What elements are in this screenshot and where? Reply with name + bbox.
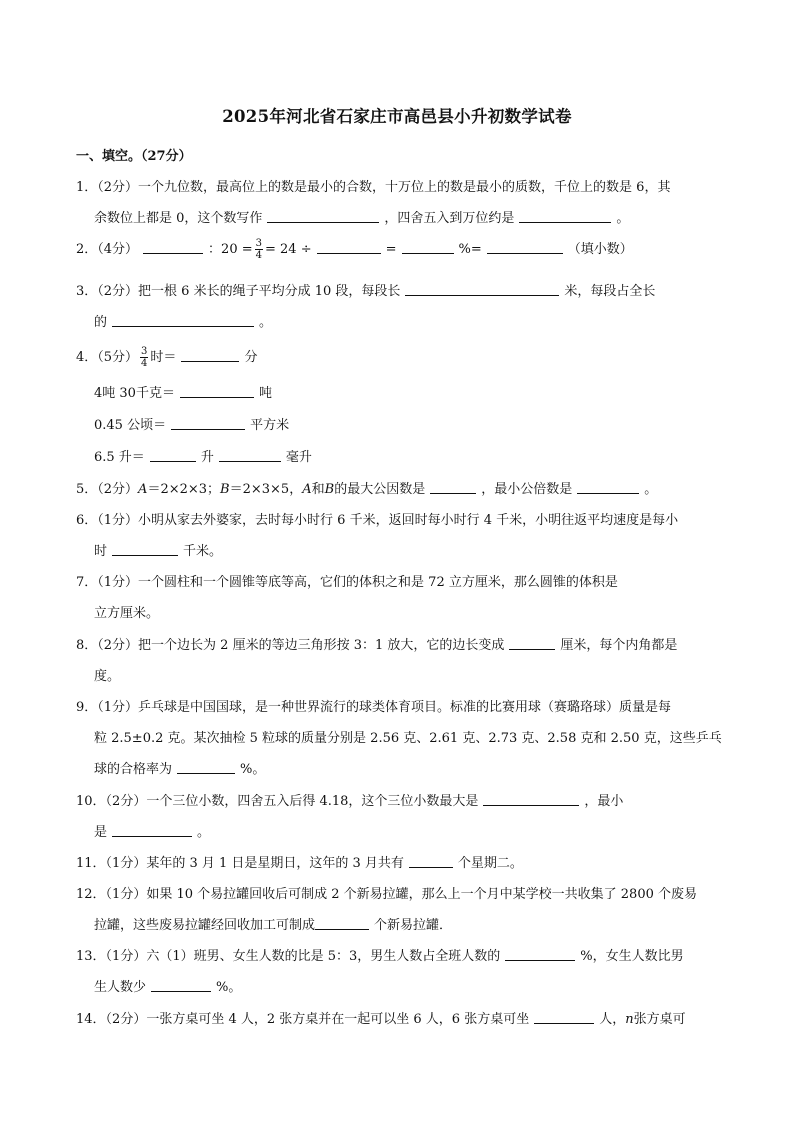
answer-blank[interactable]	[177, 772, 235, 774]
question-10-text: 。	[197, 825, 211, 840]
question-5-text: ＝2×2×3；	[147, 482, 221, 497]
question-9-line-3	[94, 758, 265, 777]
question-10-text: ，最小	[584, 794, 624, 809]
question-4-text: 吨	[258, 386, 272, 401]
question-13-line-2	[94, 976, 241, 995]
question-5-text: 的最大公因数是	[334, 482, 426, 497]
question-8-line-1	[76, 634, 677, 653]
question-3-text: 。	[259, 315, 273, 330]
question-13-line-1	[76, 945, 684, 964]
question-7-line-2: 立方厘米。	[94, 606, 160, 621]
answer-blank[interactable]	[487, 252, 563, 254]
question-13-text: %。	[216, 980, 242, 995]
question-5-text: ＝2×3×5，	[229, 482, 303, 497]
question-14-text: 张方桌可	[633, 1012, 686, 1027]
fraction	[255, 238, 263, 261]
answer-blank[interactable]	[143, 252, 203, 254]
question-13-text: 生人数少	[94, 980, 147, 995]
answer-blank[interactable]	[577, 492, 639, 494]
question-4-text: 时＝	[150, 350, 177, 365]
question-2-label: 2．（4分）	[76, 242, 139, 257]
question-12-line-1: 12．（1分）如果 10 个易拉罐回收后可制成 2 个新易拉罐，那么上一个月中某学校一共收集了 2800 个废易	[76, 887, 698, 902]
answer-blank[interactable]	[267, 221, 379, 223]
question-2-text: =	[385, 242, 397, 257]
answer-blank[interactable]	[405, 294, 559, 296]
fraction	[140, 346, 148, 369]
question-2-text: （填小数）	[567, 242, 633, 257]
answer-blank[interactable]	[509, 648, 555, 650]
question-7-line-1: 7．（1分）一个圆柱和一个圆锥等底等高，它们的体积之和是 72 立方厘米，那么圆锥的体积是	[76, 575, 618, 590]
question-2	[76, 238, 633, 261]
question-11-text: 个星期二。	[457, 856, 523, 871]
question-2-text: = 24 ÷	[265, 242, 312, 257]
question-12-line-2	[94, 914, 452, 933]
question-2-text: %=	[458, 242, 482, 257]
question-4-text: 分	[244, 350, 258, 365]
question-8-text: 厘米，每个内角都是	[560, 638, 678, 653]
answer-blank[interactable]	[315, 928, 369, 930]
question-3-text: 的	[94, 315, 108, 330]
fraction-numerator: 3	[141, 346, 148, 357]
question-13-text: 13．（1分）六（1）班男、女生人数的比是 5：3，男生人数占全班人数的	[76, 949, 501, 964]
question-10-text: 10．（2分）一个三位小数，四舍五入后得 4.18，这个三位小数最大是	[76, 794, 479, 809]
question-4-text: 毫升	[285, 450, 312, 465]
question-5-text: ，最小公倍数是	[481, 482, 573, 497]
answer-blank[interactable]	[112, 325, 254, 327]
section-heading: 一、填空。（27分）	[76, 149, 192, 164]
question-5-text: 和	[311, 482, 325, 497]
answer-blank[interactable]	[112, 554, 178, 556]
question-3-line-2	[94, 311, 272, 330]
answer-blank[interactable]	[181, 360, 239, 362]
variable-a: A	[138, 482, 148, 497]
question-3-text: 3．（2分）把一根 6 米长的绳子平均分成 10 段，每段长	[76, 284, 401, 299]
question-10-text: 是	[94, 825, 108, 840]
question-5-text: 。	[644, 482, 658, 497]
variable-a: A	[302, 482, 312, 497]
question-6-text: 千米。	[183, 544, 223, 559]
question-9-line-2: 粒 2.5±0.2 克。某次抽检 5 粒球的质量分别是 2.56 克、2.61 克、2.73 克、2.58 克和 2.50 克，这些乒乓	[94, 731, 722, 746]
question-5	[76, 478, 657, 497]
question-3-text: 米，每段占全长	[564, 284, 656, 299]
question-4-text: 0.45 公顷＝	[94, 418, 167, 433]
question-4-line-3	[94, 414, 289, 433]
question-4-text: 平方米	[250, 418, 290, 433]
answer-blank[interactable]	[150, 460, 196, 462]
variable-n: n	[625, 1012, 634, 1027]
answer-blank[interactable]	[171, 428, 245, 430]
question-14-text: 14．（2分）一张方桌可坐 4 人，2 张方桌并在一起可以坐 6 人，6 张方桌可坐	[76, 1012, 530, 1027]
question-4-label: 4．（5分）	[76, 350, 139, 365]
answer-blank[interactable]	[180, 396, 254, 398]
question-11	[76, 852, 523, 871]
question-10-line-1	[76, 790, 623, 809]
page-title: 2025年河北省石家庄市高邑县小升初数学试卷	[222, 107, 572, 126]
question-4-text: 6.5 升＝	[94, 450, 145, 465]
question-1-text: ，四舍五入到万位约是	[384, 211, 515, 226]
fraction-numerator: 3	[255, 238, 262, 249]
answer-blank[interactable]	[409, 866, 453, 868]
variable-b: B	[220, 482, 230, 497]
question-6-line-2	[94, 540, 222, 559]
answer-blank[interactable]	[317, 252, 381, 254]
question-1-line-1: 1．（2分）一个九位数，最高位上的数是最小的合数，十万位上的数是最小的质数，千位上的数是 6，其	[76, 180, 671, 195]
question-2-text: ：20 =	[208, 242, 253, 257]
question-10-line-2	[94, 821, 210, 840]
question-8-line-2: 度。	[94, 669, 121, 684]
fraction-denominator: 4	[255, 250, 262, 261]
answer-blank[interactable]	[151, 990, 211, 992]
question-4-text: 4吨 30千克＝	[94, 386, 175, 401]
question-4-text: 升	[200, 450, 214, 465]
question-3-line-1	[76, 280, 655, 299]
answer-blank[interactable]	[112, 835, 192, 837]
question-1-line-2	[94, 207, 629, 226]
question-14-text: 人，	[599, 1012, 626, 1027]
question-5-label: 5．（2分）	[76, 482, 139, 497]
answer-blank[interactable]	[402, 252, 454, 254]
question-8-text: 8．（2分）把一个边长为 2 厘米的等边三角形按 3：1 放大，它的边长变成	[76, 638, 505, 653]
answer-blank[interactable]	[430, 492, 476, 494]
question-4-line-1	[76, 346, 257, 369]
question-11-text: 11．（1分）某年的 3 月 1 日是星期日，这年的 3 月共有	[76, 856, 404, 871]
question-4-line-2	[94, 382, 272, 401]
question-1-text: 余数位上都是 0，这个数写作	[94, 211, 263, 226]
question-9-line-1: 9．（1分）乒乓球是中国国球，是一种世界流行的球类体育项目。标准的比赛用球（赛璐珞球）质量是每	[76, 700, 672, 715]
question-14-line-1	[76, 1008, 686, 1027]
answer-blank[interactable]	[483, 804, 579, 806]
question-6-line-1: 6．（1分）小明从家去外婆家，去时每小时行 6 千米，返回时每小时行 4 千米，小明往返平均速度是每小	[76, 513, 679, 528]
answer-blank[interactable]	[534, 1022, 594, 1024]
question-9-text: 球的合格率为	[94, 762, 173, 777]
fraction-denominator: 4	[141, 358, 148, 369]
question-4-line-4	[94, 446, 312, 465]
answer-blank[interactable]	[519, 221, 611, 223]
question-13-text: %，女生人数比男	[580, 949, 684, 964]
question-12-text: 个新易拉罐．	[374, 918, 453, 933]
question-12-text: 拉罐，这些废易拉罐经回收加工可制成	[94, 918, 316, 933]
answer-blank[interactable]	[219, 460, 281, 462]
question-9-text: %。	[240, 762, 266, 777]
variable-b: B	[324, 482, 335, 497]
question-6-text: 时	[94, 544, 108, 559]
answer-blank[interactable]	[505, 959, 575, 961]
question-1-text: 。	[616, 211, 630, 226]
